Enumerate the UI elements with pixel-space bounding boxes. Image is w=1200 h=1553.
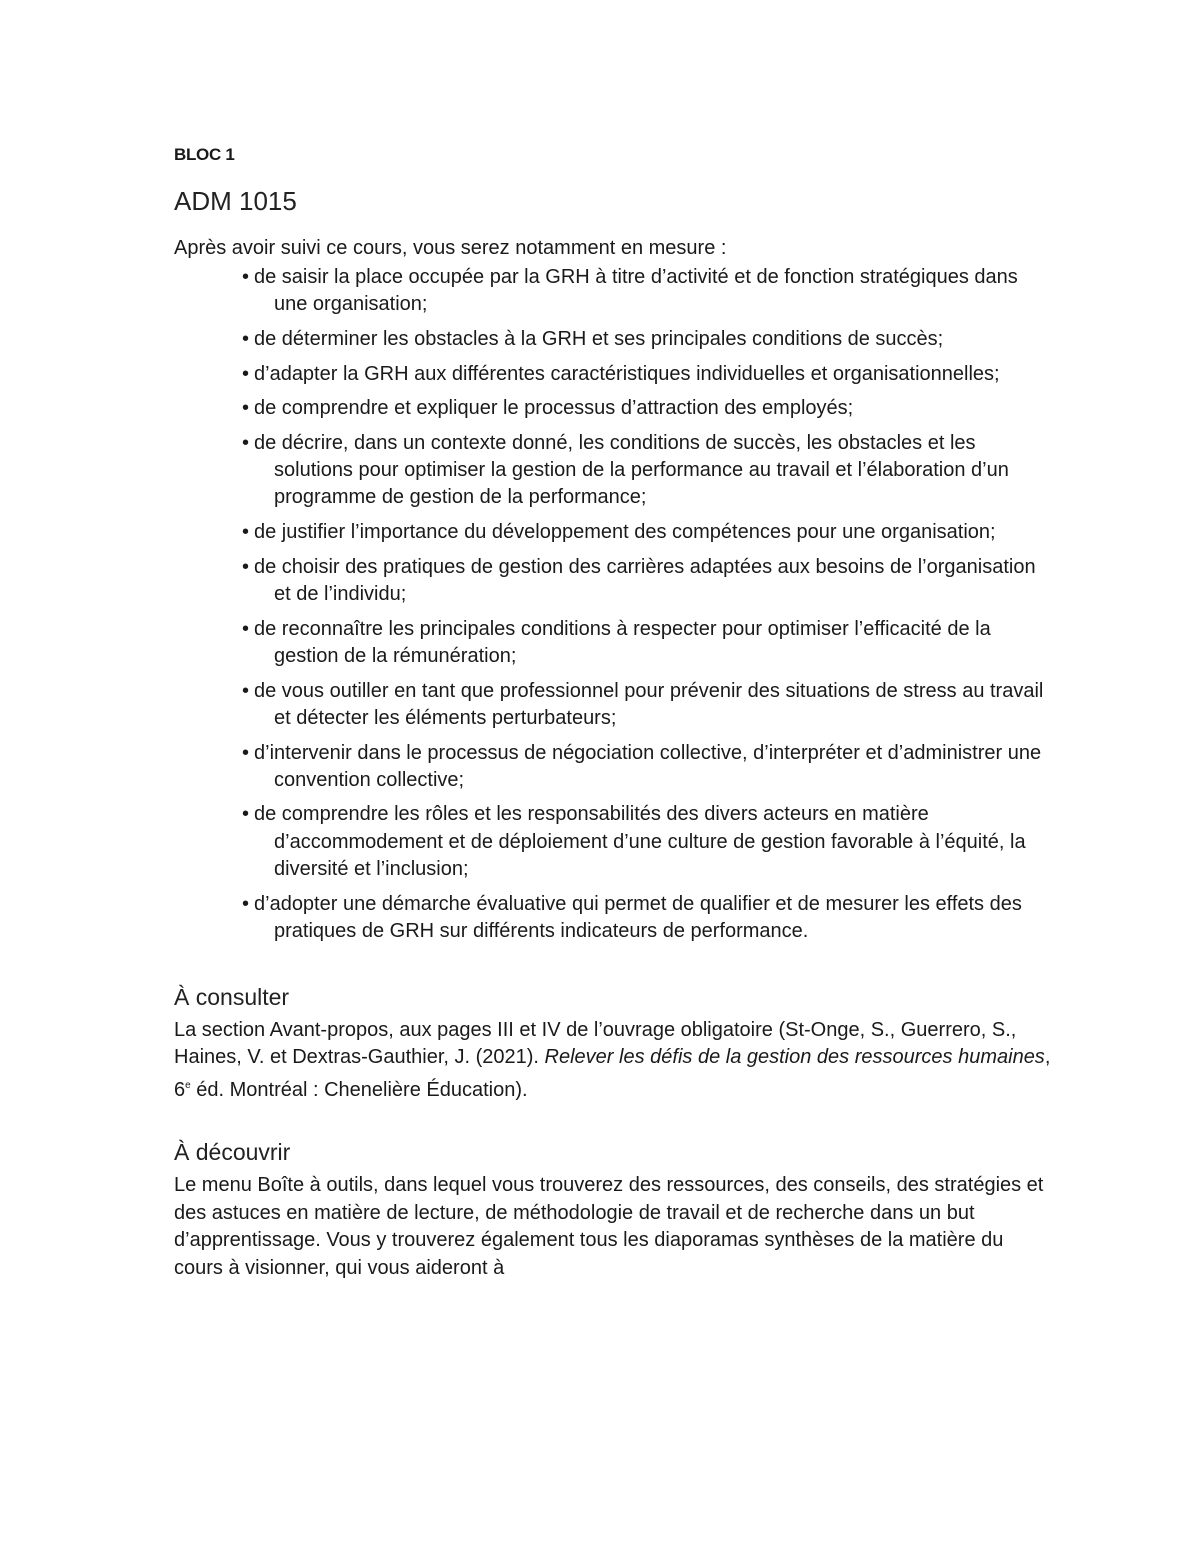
consulter-text-after: éd. Montréal : Chenelière Éducation). xyxy=(190,1078,528,1101)
bullet-icon: • xyxy=(242,679,250,702)
list-item xyxy=(236,430,1054,512)
bullet-icon: • xyxy=(242,327,250,350)
objective-text: de saisir la place occupée par la GRH à titre d’activité et de fonction stratégiques dans une organisation; xyxy=(254,266,1018,316)
objective-text: de comprendre et expliquer le processus d’attraction des employés; xyxy=(254,397,854,420)
objective-text: de comprendre les rôles et les responsabilités des divers acteurs en matière d’accommodement et de déploiement d’une culture de gestion favorable à l’équité, la diversité et l’inclusion; xyxy=(254,803,1026,880)
bullet-icon: • xyxy=(242,741,250,764)
objective-text: d’intervenir dans le processus de négociation collective, d’interpréter et d’administrer une convention collective; xyxy=(254,741,1042,791)
list-item xyxy=(236,395,1054,422)
list-item xyxy=(236,740,1054,794)
edition-superscript: e xyxy=(185,1079,191,1091)
course-code: ADM 1015 xyxy=(174,186,297,216)
bullet-icon: • xyxy=(242,555,250,578)
list-item xyxy=(236,616,1054,670)
objective-text: de choisir des pratiques de gestion des carrières adaptées aux besoins de l’organisation et de l’individu; xyxy=(254,555,1036,606)
list-item xyxy=(236,361,1054,388)
list-item xyxy=(236,264,1054,318)
list-item xyxy=(236,891,1054,945)
consulter-text xyxy=(174,1017,1054,1105)
bullet-icon: • xyxy=(242,432,250,455)
objective-text: de déterminer les obstacles à la GRH et ses principales conditions de succès; xyxy=(254,327,944,350)
bullet-icon: • xyxy=(242,521,250,544)
decouvrir-heading: À découvrir xyxy=(174,1139,291,1166)
bloc-label: BLOC 1 xyxy=(174,145,235,164)
book-title: Relever les défis de la gestion des ressources humaines xyxy=(544,1046,1045,1069)
objective-text: de justifier l’importance du développement des compétences pour une organisation; xyxy=(254,521,996,544)
objective-text: de reconnaître les principales conditions à respecter pour optimiser l’efficacité de la gestion de la rémunération; xyxy=(254,617,991,667)
list-item xyxy=(236,519,1054,546)
intro-text: Après avoir suivi ce cours, vous serez notamment en mesure : xyxy=(174,237,727,259)
objective-text: d’adopter une démarche évaluative qui permet de qualifier et de mesurer les effets des pratiques de GRH sur différents indicateurs de performance. xyxy=(254,892,1022,942)
consulter-text-before: La section Avant-propos, aux pages III et IV de l’ouvrage obligatoire (St-Onge, S., Guerrero, S., Haines, V. et Dextras-Gauthier, J. (2021). xyxy=(174,1018,1017,1069)
objective-text: de vous outiller en tant que professionnel pour prévenir des situations de stress au travail et détecter les éléments perturbateurs; xyxy=(254,679,1044,729)
list-item xyxy=(236,326,1054,353)
consulter-heading: À consulter xyxy=(174,983,290,1010)
decouvrir-text: Le menu Boîte à outils, dans lequel vous trouverez des ressources, des conseils, des stratégies et des astuces en matière de lecture, de méthodologie de travail et de recherche dans un but d’apprentissage. Vous y trouverez également tous les diaporamas synthèses de la matière du cours à visionner, qui vous aideront à xyxy=(174,1174,1044,1279)
document-page xyxy=(174,140,1054,1282)
bullet-icon: • xyxy=(242,617,250,640)
consulter-text-mid: , 6 xyxy=(174,1046,1051,1101)
objective-text: d’adapter la GRH aux différentes caractéristiques individuelles et organisationnelles; xyxy=(254,362,1000,385)
list-item xyxy=(236,678,1054,732)
list-item xyxy=(236,801,1054,883)
bullet-icon: • xyxy=(242,803,250,826)
objectives-list xyxy=(174,264,1054,945)
bullet-icon: • xyxy=(242,362,250,385)
bullet-icon: • xyxy=(242,266,250,288)
bullet-icon: • xyxy=(242,892,250,915)
bullet-icon: • xyxy=(242,397,250,420)
objective-text: de décrire, dans un contexte donné, les conditions de succès, les obstacles et les solutions pour optimiser la gestion de la performance au travail et l’élaboration d’un programme de gestion de la performance; xyxy=(254,432,1009,509)
list-item xyxy=(236,554,1054,608)
